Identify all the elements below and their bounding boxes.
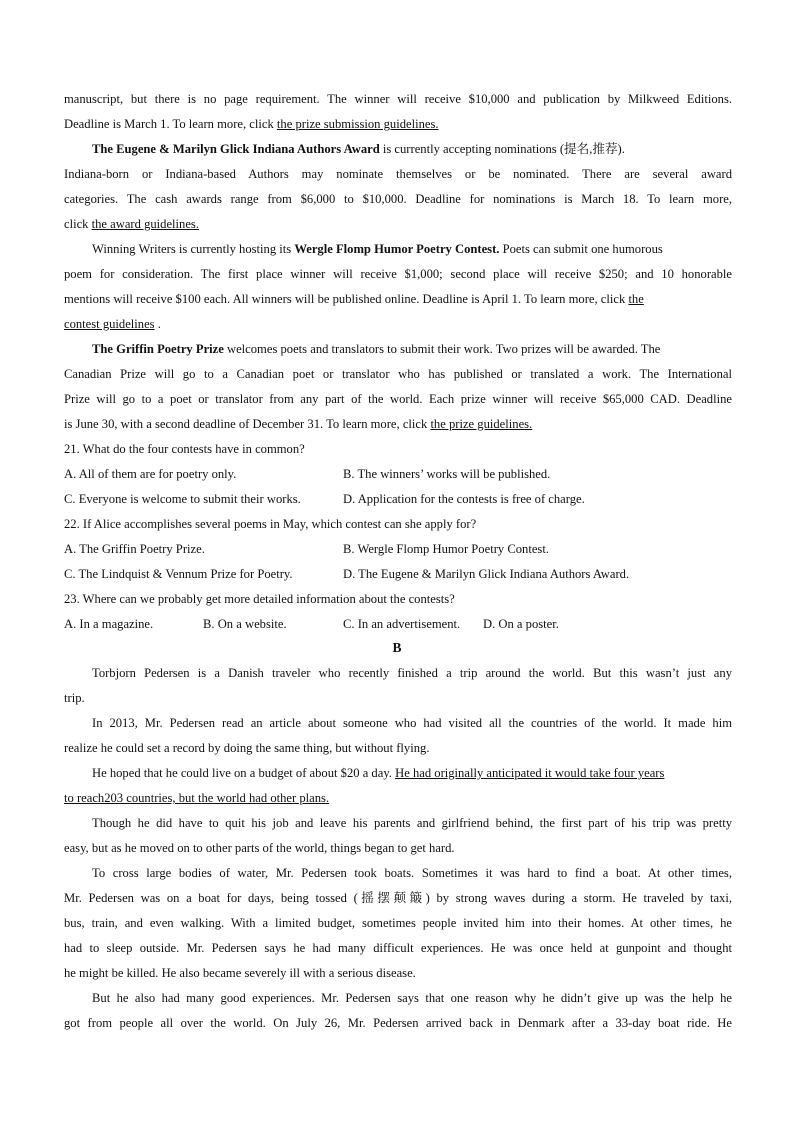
paragraph-line: But he also had many good experiences. Mr. Pedersen says that one reason why he didn’t give up was the help he	[92, 991, 732, 1005]
paragraph-line: bus, train, and even walking. With a limited budget, sometimes people invited him into their homes. At other times, he	[64, 916, 732, 930]
option-b[interactable]: B. On a website.	[203, 617, 287, 631]
question-stem: 21. What do the four contests have in common?	[64, 442, 305, 456]
option-d[interactable]: D. On a poster.	[483, 617, 559, 631]
paragraph-line: Prize will go to a poet or translator from any part of the world. Each prize winner will receive $65,000 CAD. Deadline	[64, 392, 732, 406]
prize-submission-guidelines-link[interactable]: the prize submission guidelines.	[276, 117, 439, 131]
option-c[interactable]: C. In an advertisement.	[343, 617, 461, 631]
contest-title: The Griffin Poetry Prize	[92, 342, 224, 356]
paragraph-line: got from people all over the world. On July 26, Mr. Pedersen arrived back in Denmark after a 33-day boat ride. He	[64, 1016, 732, 1030]
option-a[interactable]: A. All of them are for poetry only.	[64, 467, 237, 481]
option-c[interactable]: C. Everyone is welcome to submit their works.	[64, 492, 301, 506]
option-d[interactable]: D. The Eugene & Marilyn Glick Indiana Authors Award.	[343, 567, 630, 581]
paragraph-line: easy, but as he moved on to other parts of the world, things began to get hard.	[64, 841, 455, 855]
paragraph-line: mentions will receive $100 each. All winners will be published online. Deadline is April 1. To learn more, click the	[64, 292, 644, 306]
award-guidelines-link[interactable]: the award guidelines.	[91, 217, 199, 231]
paragraph-line	[64, 789, 732, 807]
paragraph-line: To cross large bodies of water, Mr. Pedersen took boats. Sometimes it was hard to find a boat. At other times,	[92, 866, 732, 880]
paragraph-line: realize he could set a record by doing the same thing, but without flying.	[64, 741, 430, 755]
underlined-sentence: to reach203 countries, but the world had other plans.	[64, 791, 330, 805]
question-stem: 23. Where can we probably get more detailed information about the contests?	[64, 592, 455, 606]
paragraph-line: In 2013, Mr. Pedersen read an article about someone who had visited all the countries of the world. It made him	[92, 716, 732, 730]
option-b[interactable]: B. The winners’ works will be published.	[343, 467, 551, 481]
option-c[interactable]: C. The Lindquist & Vennum Prize for Poetry.	[64, 567, 293, 581]
paragraph-line: had to sleep outside. Mr. Pedersen says he had many difficult experiences. He was once held at gunpoint and thought	[64, 941, 732, 955]
paragraph-line: categories. The cash awards range from $6,000 to $10,000. Deadline for nominations is March 18. To learn more,	[64, 192, 732, 206]
prize-guidelines-link[interactable]: the prize guidelines.	[430, 417, 533, 431]
paragraph-line: Indiana-born or Indiana-based Authors may nominate themselves or be nominated. There are several award	[64, 167, 732, 181]
paragraph-line: Though he did have to quit his job and leave his parents and girlfriend behind, the first part of his trip was pretty	[92, 816, 732, 830]
paragraph-line: click the award guidelines.	[64, 217, 199, 231]
paragraph-line: The Eugene & Marilyn Glick Indiana Authors Award is currently accepting nominations (提名,推荐).	[92, 142, 625, 156]
contest-title: The Eugene & Marilyn Glick Indiana Authors Award	[92, 142, 380, 156]
option-b[interactable]: B. Wergle Flomp Humor Poetry Contest.	[343, 542, 549, 556]
paragraph-line: Mr. Pedersen was on a boat for days, being tossed (摇摆颠簸) by strong waves during a storm. He traveled by taxi,	[64, 891, 732, 905]
option-d[interactable]: D. Application for the contests is free of charge.	[343, 492, 585, 506]
paragraph-line: Winning Writers is currently hosting its Wergle Flomp Humor Poetry Contest. Poets can submit one humorous	[92, 242, 663, 256]
underlined-sentence: He had originally anticipated it would take four years	[395, 766, 665, 780]
paragraph-line: is June 30, with a second deadline of December 31. To learn more, click the prize guidelines.	[64, 417, 533, 431]
paragraph-line: manuscript, but there is no page requirement. The winner will receive $10,000 and publication by Milkweed Editions.	[64, 92, 732, 106]
section-heading: B	[392, 640, 402, 655]
option-a[interactable]: A. In a magazine.	[64, 617, 154, 631]
paragraph-line: he might be killed. He also became severely ill with a serious disease.	[64, 966, 416, 980]
paragraph-line: contest guidelines .	[64, 317, 161, 331]
paragraph-line: Canadian Prize will go to a Canadian poet or translator who has published or translated a work. The International	[64, 367, 732, 381]
question-stem: 22. If Alice accomplishes several poems in May, which contest can she apply for?	[64, 517, 477, 531]
paragraph-line: trip.	[64, 691, 85, 705]
contest-guidelines-link[interactable]: the	[628, 292, 644, 306]
paragraph-line: He hoped that he could live on a budget of about $20 a day. He had originally anticipated it would take four years	[92, 766, 665, 780]
paragraph-line: The Griffin Poetry Prize welcomes poets and translators to submit their work. Two prizes will be awarded. The	[92, 342, 661, 356]
paragraph-line: Torbjorn Pedersen is a Danish traveler who recently finished a trip around the world. But this wasn’t just any	[92, 666, 732, 680]
contest-guidelines-link[interactable]: contest guidelines	[64, 317, 155, 331]
contest-title: Wergle Flomp Humor Poetry Contest.	[294, 242, 500, 256]
paragraph-line: Deadline is March 1. To learn more, click the prize submission guidelines.	[64, 117, 439, 131]
paragraph-line: poem for consideration. The first place winner will receive $1,000; second place will receive $250; and 10 honorable	[64, 267, 732, 281]
option-a[interactable]: A. The Griffin Poetry Prize.	[64, 542, 205, 556]
